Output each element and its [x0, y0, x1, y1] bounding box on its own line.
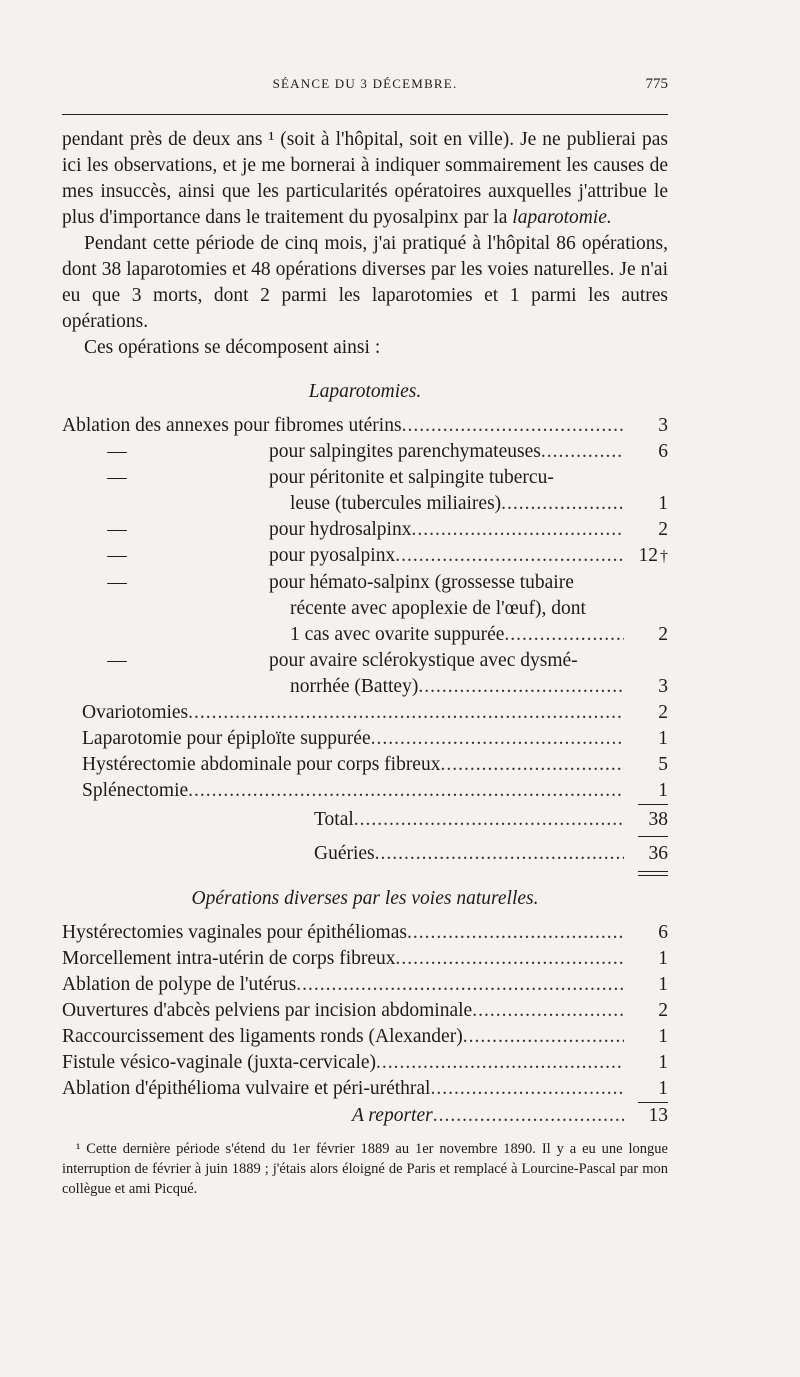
leader-dots: [375, 841, 624, 867]
gueries-row: [62, 841, 668, 867]
running-head: SÉANCE DU 3 DÉCEMBRE.: [272, 76, 458, 91]
leader-dots: [376, 1050, 624, 1076]
lap-row-6a: [62, 570, 668, 596]
leader-dots: [541, 439, 624, 465]
lap-item-line: pour hémato-salpinx (grossesse tubaire: [269, 572, 574, 593]
lap-item-text: pour hydrosalpinx: [269, 519, 412, 540]
lap-row-3a: [62, 465, 668, 491]
other-item-value: 5: [658, 754, 668, 775]
leader-dots: [188, 700, 624, 726]
lap-item-value: 3: [658, 676, 668, 697]
lap-row-5: [62, 543, 668, 570]
lap-item-value: [624, 543, 668, 570]
cross-mark: †: [660, 548, 668, 565]
lap-item-text: pour pyosalpinx: [269, 545, 396, 566]
lap-item-text: pour fibromes utérins: [233, 415, 402, 436]
leader-dots: [418, 674, 624, 700]
lap-item-value: 3: [658, 415, 668, 436]
voies-item-value: 2: [658, 1000, 668, 1021]
ditto-dash: —: [107, 650, 127, 671]
lap-item-text: norrhée (Battey): [290, 676, 419, 697]
lap-item-value: 1: [658, 493, 668, 514]
lap-row-1: [62, 413, 668, 439]
other-item-text: Hystérectomie abdominale pour corps fibreux: [82, 754, 441, 775]
voies-row-4: [62, 998, 668, 1024]
footnote-text: ¹ Cette dernière période s'étend du 1er février 1889 au 1er novembre 1890. Il y a eu une longue interruption de février à juin 1889 ; j'étais alors éloigné de Paris et remplacé à Lourcine-Pascal par mon collègue et ami Picqué.: [62, 1141, 668, 1197]
double-rule: [638, 871, 668, 876]
page-header: [62, 76, 668, 102]
report-label: A reporter: [352, 1105, 433, 1126]
other-row-4: [62, 778, 668, 804]
voies-title: Opérations diverses par les voies naturelles.: [191, 888, 539, 909]
page-body: [62, 127, 668, 1199]
other-item-text: Ovariotomies: [82, 702, 189, 723]
report-row: [62, 1103, 668, 1129]
ditto-dash: —: [107, 572, 127, 593]
leader-dots: [395, 543, 624, 569]
lap-row-6b: [62, 596, 668, 622]
voies-item-text: Hystérectomies vaginales pour épithéliomas: [62, 922, 407, 943]
leader-dots: [433, 1103, 624, 1129]
lap-item-line: pour péritonite et salpingite tubercu-: [269, 467, 554, 488]
header-rule: [62, 114, 668, 115]
other-item-value: 1: [658, 728, 668, 749]
other-item-text: Laparotomie pour épiploïte suppurée: [82, 728, 371, 749]
ditto-dash: —: [107, 519, 127, 540]
gueries-value: 36: [648, 843, 668, 864]
lap-item-value: 2: [658, 624, 668, 645]
ditto-dash: —: [107, 545, 127, 566]
other-item-value: 1: [658, 780, 668, 801]
leader-dots: [472, 998, 624, 1024]
paragraph-1-text: pendant près de deux ans ¹ (soit à l'hôpital, soit en ville). Je ne publierai pas ici les observations, et je me bornerai à indiquer sommairement les causes de mes insuccès, ainsi que les particularités opératoires auxquelles j'attribue le plus d'importance dans le traitement du pyosalpinx par la: [62, 129, 668, 228]
total-label: Total: [314, 809, 354, 830]
lap-item-line: récente avec apoplexie de l'œuf), dont: [290, 598, 586, 619]
lap-row-4: [62, 517, 668, 543]
footnote: [62, 1139, 668, 1199]
paragraph-1: [62, 127, 668, 231]
lap-item-text: leuse (tubercules miliaires): [290, 493, 502, 514]
report-value: 13: [648, 1105, 668, 1126]
lap-item-value-number: 12: [638, 545, 658, 566]
voies-item-text: Morcellement intra-utérin de corps fibreux: [62, 948, 396, 969]
voies-row-3: [62, 972, 668, 998]
other-row-1: [62, 700, 668, 726]
leader-dots: [296, 972, 624, 998]
lap-item-value: 2: [658, 519, 668, 540]
lap-row-7a: [62, 648, 668, 674]
ablation-label: Ablation des annexes: [62, 415, 229, 436]
gueries-rule: [638, 836, 668, 837]
paragraph-3: Ces opérations se décomposent ainsi :: [84, 337, 381, 358]
leader-dots: [504, 622, 624, 648]
voies-row-1: [62, 920, 668, 946]
laparotomies-title: Laparotomies.: [308, 381, 422, 402]
paragraph-2: Pendant cette période de cinq mois, j'ai pratiqué à l'hôpital 86 opérations, dont 38 laparotomies et 48 opérations diverses par les voies naturelles. Je n'ai eu que 3 morts, dont 2 parmi les laparotomies et 1 parmi les autres opérations.: [62, 233, 668, 332]
leader-dots: [411, 517, 624, 543]
voies-item-text: Ablation d'épithélioma vulvaire et péri-uréthral: [62, 1078, 431, 1099]
lap-row-6c: [62, 622, 668, 648]
leader-dots: [371, 726, 624, 752]
voies-item-text: Ablation de polype de l'utérus: [62, 974, 297, 995]
ditto-dash: —: [107, 441, 127, 462]
lap-item-text: 1 cas avec ovarite suppurée: [290, 624, 505, 645]
lap-row-3b: [62, 491, 668, 517]
leader-dots: [396, 946, 624, 972]
leader-dots: [501, 491, 624, 517]
voies-item-text: Ouvertures d'abcès pelviens par incision abdominale: [62, 1000, 473, 1021]
paragraph-1-italic: laparotomie.: [512, 207, 612, 228]
other-item-value: 2: [658, 702, 668, 723]
total-rule: [638, 804, 668, 805]
other-row-3: [62, 752, 668, 778]
voies-row-5: [62, 1024, 668, 1050]
other-item-text: Splénectomie: [82, 780, 189, 801]
leader-dots: [440, 752, 624, 778]
lap-item-text: pour salpingites parenchymateuses: [269, 441, 541, 462]
other-row-2: [62, 726, 668, 752]
leader-dots: [430, 1076, 624, 1102]
voies-item-value: 1: [658, 1026, 668, 1047]
page-number: 775: [645, 76, 668, 92]
voies-row-6: [62, 1050, 668, 1076]
voies-row-2: [62, 946, 668, 972]
lap-item-line: pour avaire sclérokystique avec dysmé-: [269, 650, 578, 671]
voies-item-value: 6: [658, 922, 668, 943]
leader-dots: [188, 778, 624, 804]
ditto-dash: —: [107, 467, 127, 488]
voies-item-value: 1: [658, 1052, 668, 1073]
leader-dots: [463, 1024, 624, 1050]
voies-row-7: [62, 1076, 668, 1102]
leader-dots: [354, 807, 624, 833]
total-row: [62, 807, 668, 833]
total-value: 38: [648, 809, 668, 830]
leader-dots: [402, 413, 624, 439]
voies-item-text: Raccourcissement des ligaments ronds (Alexander): [62, 1026, 463, 1047]
lap-item-value: 6: [658, 441, 668, 462]
voies-item-text: Fistule vésico-vaginale (juxta-cervicale): [62, 1052, 377, 1073]
lap-row-2: [62, 439, 668, 465]
voies-item-value: 1: [658, 1078, 668, 1099]
lap-row-7b: [62, 674, 668, 700]
voies-item-value: 1: [658, 948, 668, 969]
leader-dots: [407, 920, 624, 946]
gueries-label: Guéries: [314, 843, 375, 864]
voies-item-value: 1: [658, 974, 668, 995]
